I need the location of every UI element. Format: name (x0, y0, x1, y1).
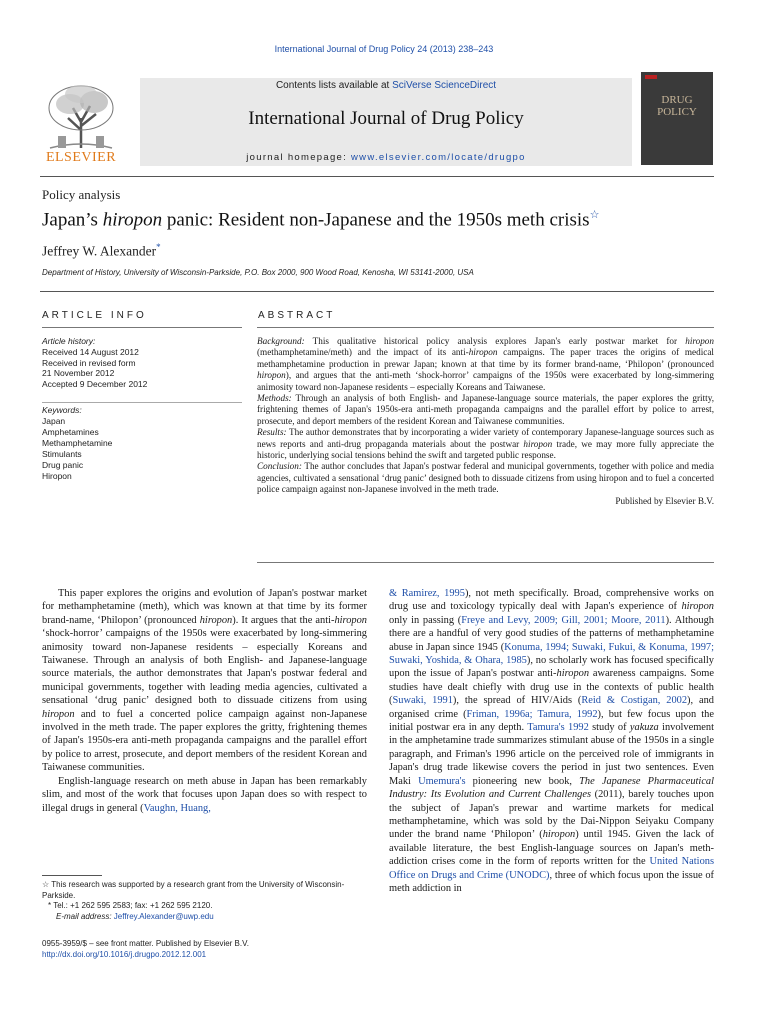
keywords-rule (42, 402, 242, 403)
conclusion-label: Conclusion: (257, 461, 302, 472)
abstract-text: ), and argues that the anti-meth ‘shock-horror’ campaigns of the 1950s were exacerbated by long-simmering animosity toward non-Japanese residents – especially Koreans and Taiwanese. (257, 370, 714, 392)
journal-homepage (140, 152, 632, 163)
abstract-text: Through an analysis of both English- and Japanese-language source materials, the paper explores the gritty, frightening themes of Japan's 1950s-era anti-meth propaganda campaigns and the parallel effort by police to arrest, prosecute, and deport members of the resident Korean and Taiwanese communities. (257, 393, 714, 426)
abstract-publisher: Published by Elsevier B.V. (615, 495, 714, 506)
cover-accent (645, 75, 657, 79)
body-text: ), not meth specifically. Broad, comprehensive works on drug use and toxicology typically deal with Japan's experience of (389, 588, 714, 613)
homepage-link[interactable]: www.elsevier.com/locate/drugpo (351, 152, 526, 163)
keywords-list (42, 405, 242, 482)
footnote-text: This research was supported by a research grant from the University of Wisconsin-Parkside. (42, 880, 345, 900)
author-footnote-mark[interactable]: * (156, 242, 161, 252)
abstract-bottom-rule (257, 562, 714, 563)
abstract-rule (257, 327, 714, 328)
body-italic: hiropon (556, 668, 590, 680)
abstract-italic: hiropon (257, 370, 286, 381)
article-info-heading: ARTICLE INFO (42, 310, 147, 321)
history-item: Received 14 August 2012 (42, 346, 139, 357)
title-part-1: Japan’s (42, 209, 103, 231)
elsevier-logo (40, 78, 122, 166)
methods-label: Methods: (257, 393, 292, 404)
body-text: ), and organised crime ( (389, 695, 714, 720)
author-name (42, 242, 161, 260)
journal-citation[interactable]: International Journal of Drug Policy 24 (2013) 238–243 (274, 44, 494, 54)
footnote-rule (42, 875, 102, 876)
citation-link[interactable]: Suwaki, 1991 (392, 695, 453, 707)
body-italic: hiropon (681, 601, 714, 613)
footnote-funding (42, 880, 367, 901)
keyword-item: Amphetamines (42, 427, 99, 437)
citation-link[interactable]: Konuma, 1994; Suwaki, Fukui, & Konuma, 1997; Suwaki, Yoshida, & Ohara, 1985 (389, 641, 714, 667)
abstract-methods (257, 393, 714, 427)
abstract-text: (methamphetamine/meth) and the impact of its anti- (257, 347, 469, 358)
abstract-text: This qualitative historical policy analysis explores Japan's early postwar market for (304, 336, 686, 346)
body-text: This paper explores the origins and evolution of Japan's postwar market for methamphetamine (meth), which was known at that time by its former brand-name, ‘Philopon’ (pronounced (42, 588, 367, 626)
body-italic: hiropon (42, 708, 75, 720)
footnotes (42, 880, 367, 922)
citation-link[interactable]: Vaughn, Huang, (143, 802, 211, 814)
history-item: 21 November 2012 (42, 368, 115, 379)
cover-title (641, 94, 713, 118)
abstract-results (257, 427, 714, 461)
cover-title-line1: DRUG (661, 94, 693, 106)
footnote-contact (42, 901, 367, 912)
abstract-text: campaigns. The paper traces the origins of medical methamphetamine production in prewar Japan; known at that time by its former brand-name, ‘Philopon’ (pronounced (257, 347, 714, 369)
body-paragraph (42, 587, 367, 775)
email-label: E-mail address: (56, 911, 114, 921)
body-column-right (389, 587, 714, 895)
abstract-italic: hiropon (468, 347, 498, 358)
body-text: ) until 1945. Given the lack of available literature, the best English-language sources on Japan's meth-addiction crises come in the form of reports written for the (389, 829, 714, 868)
elsevier-wordmark: ELSEVIER (45, 150, 117, 165)
header-divider (40, 176, 714, 177)
body-paragraph (42, 775, 367, 815)
body-italic: hiropon (199, 614, 233, 626)
citation-link[interactable]: Umemura's (418, 775, 466, 787)
keyword-item: Hiropon (42, 471, 72, 481)
body-text: ). It argues that the anti- (232, 614, 335, 626)
author-affiliation: Department of History, University of Wisconsin-Parkside, P.O. Box 2000, 900 Wood Road, Kenosha, WI 53141-2000, USA (42, 268, 474, 277)
article-section: Policy analysis (42, 187, 121, 202)
abstract-italic: hiropon (523, 438, 553, 449)
background-label: Background: (257, 336, 305, 346)
article-history (42, 336, 242, 390)
history-item: Received in revised form (42, 357, 136, 368)
article-title (42, 208, 722, 231)
contents-prefix: Contents lists available at (275, 80, 393, 91)
footnote-email (42, 912, 367, 923)
keyword-item: Japan (42, 416, 66, 426)
body-text: and to fuel a concerted police campaign against non-Japanese involved in the meth trade. The paper explores the gritty, frightening themes of Japan's 1950s-era anti-meth propaganda campaigns and the parallel effort by police to arrest, prosecute, and deport members of the resident Korean and Taiwanese communities. (42, 708, 367, 774)
history-item: Accepted 9 December 2012 (42, 379, 148, 390)
abstract-background (257, 336, 714, 393)
body-paragraph (389, 587, 714, 895)
body-text: ), but few focus upon the initial postwar era in any depth. (389, 708, 714, 734)
info-divider (40, 291, 714, 292)
keyword-item: Methamphetamine (42, 438, 113, 448)
body-text: involvement in the amphetamine trade summarizes stimulant abuse of the 1950s in a single paragraph, and Friman's 1996 article on the perceived role of immigrants in Japan's drug trade likewise covers the period in just two sentences. Even Maki (389, 722, 714, 787)
contents-line (140, 80, 632, 91)
body-italic: hiropon (334, 614, 367, 626)
body-text: ), no scholarly work has focused specifically upon the issue of Japan's postwar anti- (389, 655, 714, 680)
keyword-item: Drug panic (42, 460, 84, 470)
title-footnote-mark[interactable]: ☆ (589, 209, 600, 221)
cover-title-line2: POLICY (657, 106, 697, 118)
keywords-label: Keywords: (42, 405, 82, 415)
doi-link[interactable]: http://dx.doi.org/10.1016/j.drugpo.2012.12.001 (42, 950, 207, 959)
author-text: Jeffrey W. Alexander (42, 243, 157, 259)
body-text: (2011), barely touches upon the subject of Japan's prewar and wartime markets for medical methamphetamine, which was sold by the Dai-Nippon Seiyaku Company under the brand name ‘Philopon’ ( (389, 789, 714, 841)
article-info-rule (42, 327, 242, 328)
sciencedirect-link[interactable]: SciVerse ScienceDirect (392, 80, 497, 91)
body-column-left (42, 587, 367, 815)
footnote-text: Tel.: +1 262 595 2583; fax: +1 262 595 2120. (51, 901, 213, 911)
body-text: English-language research on meth abuse in Japan has been remarkably slim, and most of the work that focuses upon Japan does so with respect to illegal drugs in general ( (42, 775, 367, 814)
keyword-item: Stimulants (42, 449, 82, 459)
body-italic: hiropon (542, 829, 576, 841)
body-text: only in passing ( (389, 614, 462, 626)
abstract-text: The author demonstrates that by incorporating a wider variety of contemporary Japanese-language sources such as news reports and anti-drug propaganda materials about the postwar (257, 427, 714, 449)
journal-name: International Journal of Drug Policy (248, 108, 524, 129)
citation-link[interactable]: & Ramirez, 1995 (389, 588, 465, 599)
citation-link[interactable]: Friman, 1996a; Tamura, 1992 (466, 708, 598, 720)
citation-link[interactable]: Tamura's 1992 (527, 722, 589, 734)
body-text: ‘shock-horror’ campaigns of the 1950s were exacerbated by long-simmering animosity toward non-Japanese residents – especially Koreans and Taiwanese. Through an analysis of both English- and Japanese-language source materials, the author demonstrates that Japan's postwar federal and municipal governments, together with leading media agencies, cultivated a sensational ‘drug panic’ designed both to dissuade citizens from using (42, 628, 367, 707)
abstract-text: The author concludes that Japan's postwar federal and municipal governments, together with police and media agencies, cultivated a sensational ‘drug panic’ designed both to dissuade citizens from using hiropon and to fuel a concerted police campaign against non-Japanese involved in the meth trade. (257, 461, 714, 495)
body-text: awareness campaigns. Some studies have dealt chiefly with drug use in the contexts of public health ( (389, 668, 715, 707)
body-italic: yakuza (629, 722, 659, 734)
abstract-text: trade, we may more fully appreciate the historic, underlying social tensions behind the swift and targeted public response. (257, 438, 714, 461)
citation-link[interactable]: United Nations Office on Drugs and Crime (UNODC) (389, 856, 715, 881)
page-footer (42, 938, 249, 960)
abstract-heading: ABSTRACT (258, 310, 336, 321)
citation-link[interactable]: Reid & Costigan, 2002 (581, 695, 688, 707)
body-text: study of (588, 722, 630, 734)
footnote-mark: ☆ (42, 880, 50, 889)
title-italic: hiropon (102, 209, 163, 231)
body-text: pioneering new book, (465, 775, 580, 787)
abstract-body (257, 336, 714, 507)
journal-cover-thumbnail (641, 72, 713, 165)
citation-link[interactable]: Freye and Levy, 2009; Gill, 2001; Moore, 2011 (461, 614, 666, 626)
body-text: , three of which focus upon the issue of meth addiction in (389, 869, 714, 894)
body-text: ), the spread of HIV/Aids ( (452, 695, 582, 707)
issn-line: 0955-3959/$ – see front matter. Published by Elsevier B.V. (42, 939, 249, 948)
body-text: ). Although there are a handful of very good studies of the patterns of methamphetamine abuse in Japan since 1945 ( (389, 614, 714, 653)
email-link[interactable]: Jeffrey.Alexander@uwp.edu (113, 911, 214, 921)
abstract-italic: hiropon (685, 336, 714, 346)
homepage-prefix: journal homepage: (246, 152, 351, 163)
results-label: Results: (257, 427, 287, 438)
abstract-conclusion (257, 461, 714, 495)
history-label: Article history: (42, 336, 96, 346)
title-part-2: panic: Resident non-Japanese and the 1950s meth crisis (162, 209, 590, 231)
body-italic: The Japanese Pharmaceutical Industry: Its Evolution and Current Challenges (389, 775, 715, 801)
footnote-mark: * (48, 901, 52, 911)
